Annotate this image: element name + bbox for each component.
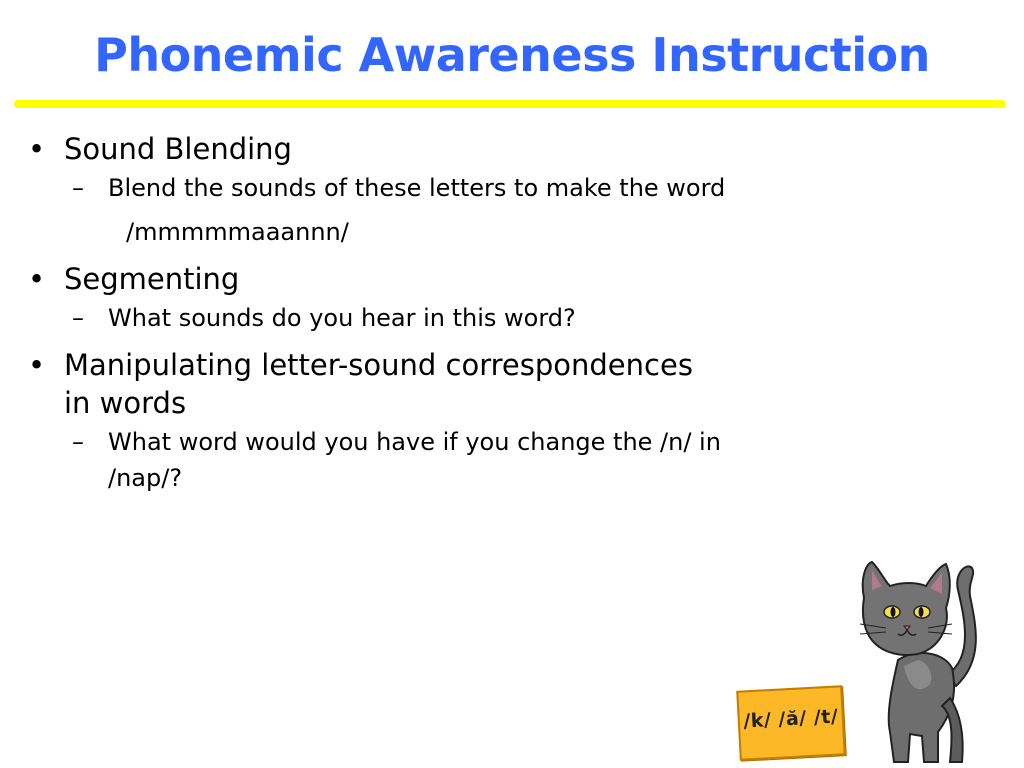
bullet-marker: • <box>28 132 46 166</box>
bullet-marker: • <box>28 348 46 382</box>
sub-bullet-item <box>72 300 726 336</box>
sub-bullet-text: Blend the sounds of these letters to make the word <box>108 174 726 202</box>
bullet-text: Sound Blending <box>64 132 292 166</box>
bullet-item <box>26 346 726 422</box>
phoneme-card-text: /k/ /ă/ /t/ <box>742 705 839 733</box>
sub-bullet-item <box>72 170 726 206</box>
bullet-list <box>26 130 726 496</box>
sub-bullet-text: What word would you have if you change the /n/ in /nap/? <box>108 428 721 492</box>
slide-title: Phonemic Awareness Instruction <box>94 28 930 82</box>
title-underline <box>14 100 1006 108</box>
example-text: /mmmmmaaannn/ <box>126 218 349 246</box>
dash-marker: – <box>72 428 84 456</box>
dash-marker: – <box>72 174 84 202</box>
bullet-item <box>26 260 726 298</box>
bullet-text: Segmenting <box>64 262 240 296</box>
sub-bullet-text: What sounds do you hear in this word? <box>108 304 576 332</box>
dash-marker: – <box>72 304 84 332</box>
phoneme-card <box>736 685 846 760</box>
cat-illustration <box>846 556 1006 768</box>
bullet-marker: • <box>28 262 46 296</box>
bullet-text: Manipulating letter-sound correspondences in words <box>64 348 693 420</box>
bullet-item <box>26 130 726 168</box>
sub-bullet-item <box>72 424 726 496</box>
